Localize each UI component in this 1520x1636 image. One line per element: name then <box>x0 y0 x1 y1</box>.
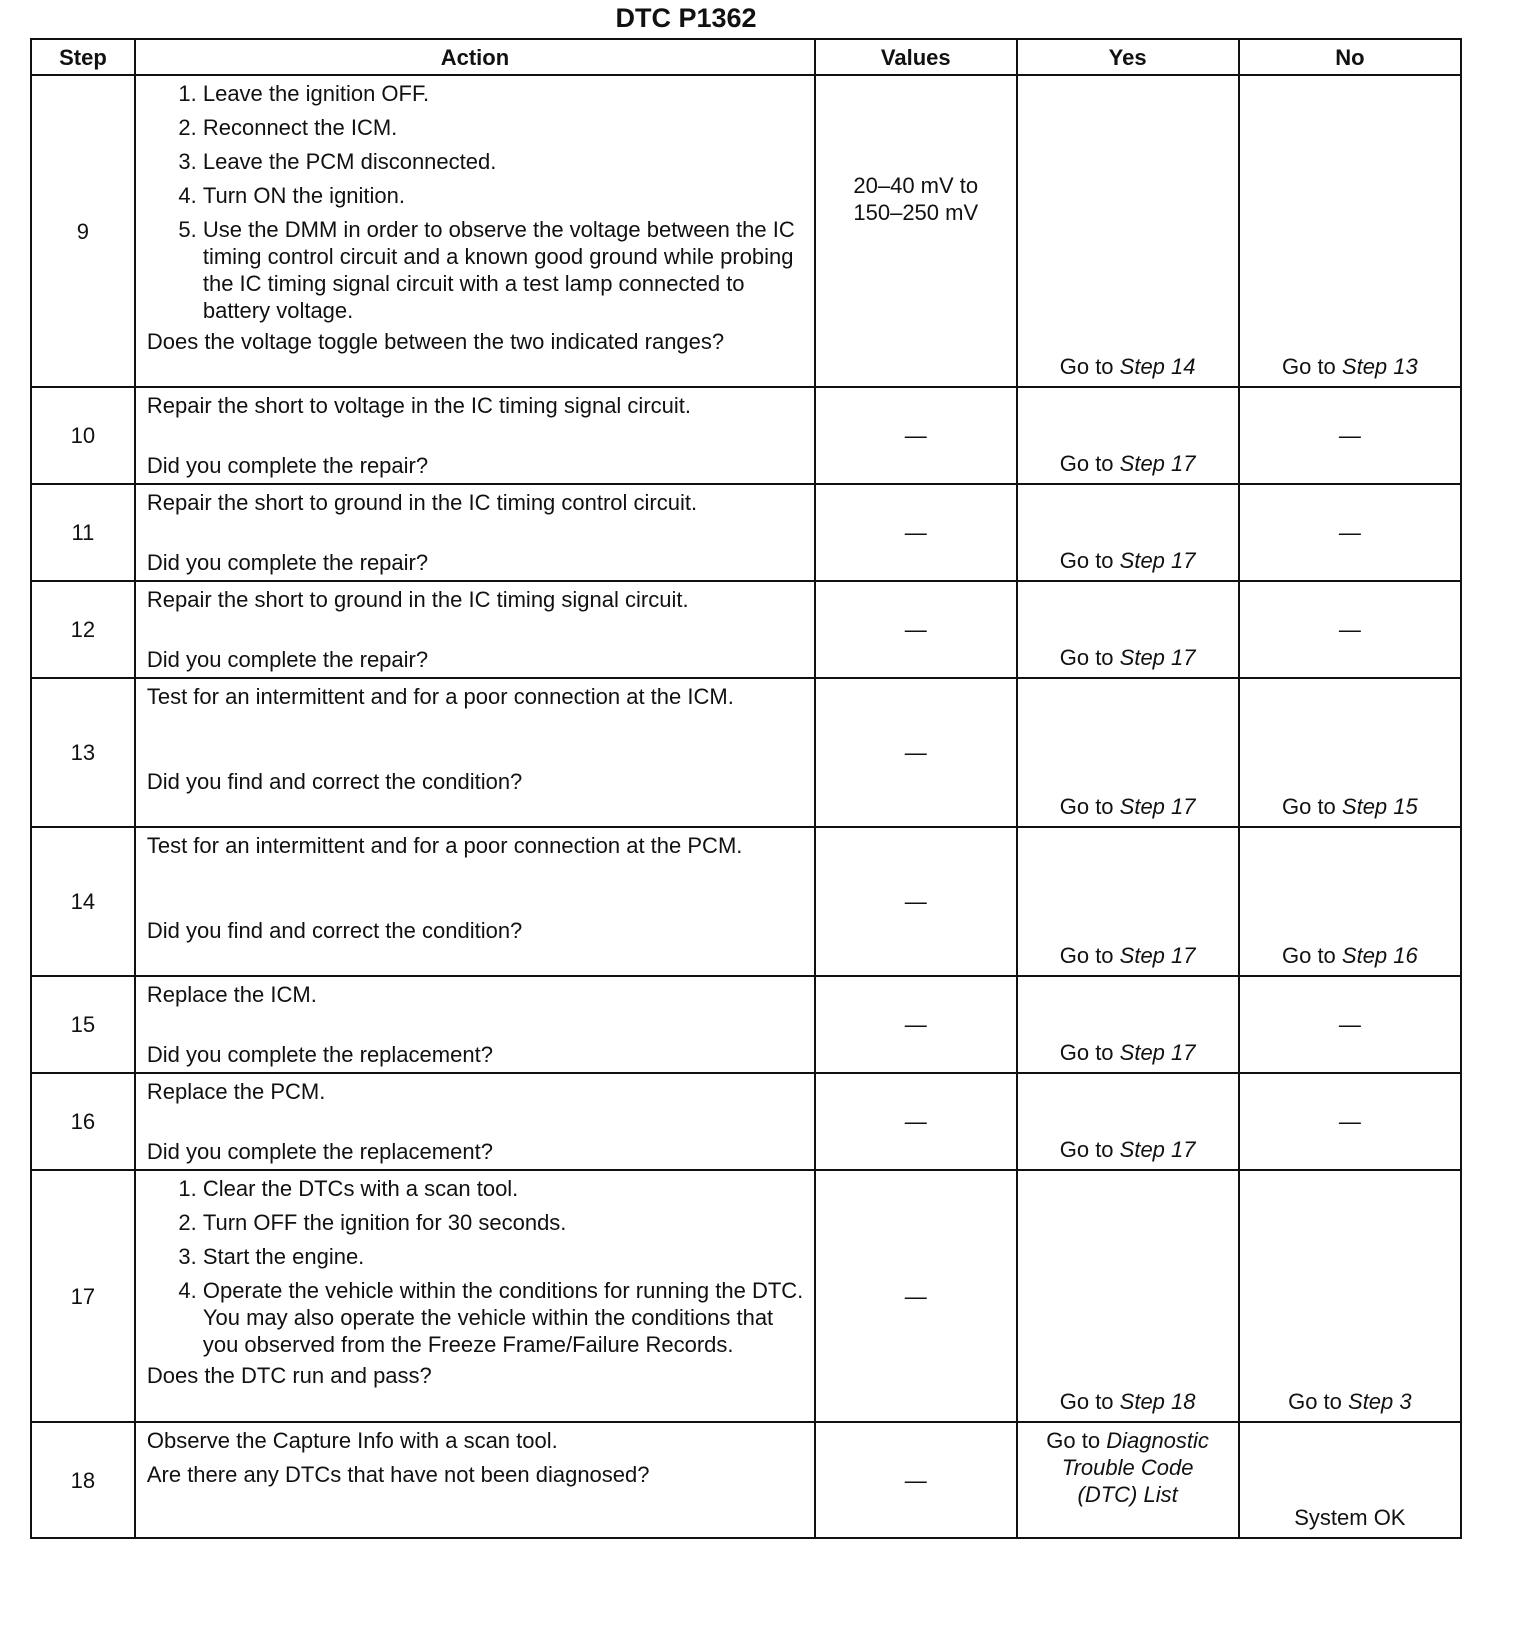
yes-target: Step 18 <box>1119 1389 1196 1414</box>
step-number: 16 <box>31 1073 135 1170</box>
list-item: 4. Turn ON the ignition. <box>203 182 804 209</box>
action-cell <box>135 1073 815 1170</box>
yes-cell <box>1017 1073 1239 1170</box>
diagnostic-table <box>30 38 1462 1539</box>
list-item: 2. Reconnect the ICM. <box>203 114 804 141</box>
action-cell <box>135 678 815 827</box>
header-no: No <box>1239 39 1461 75</box>
no-cell: — <box>1239 387 1461 484</box>
action-cell <box>135 1170 815 1422</box>
yes-target: Step 17 <box>1119 548 1196 573</box>
list-item: 2. Turn OFF the ignition for 30 seconds. <box>203 1209 804 1236</box>
step-number: 12 <box>31 581 135 678</box>
step-number: 10 <box>31 387 135 484</box>
no-cell: — <box>1239 1073 1461 1170</box>
yes-prefix: Go to <box>1059 354 1120 379</box>
no-cell <box>1239 827 1461 976</box>
table-row <box>31 1170 1461 1422</box>
list-item: 4. Operate the vehicle within the conditions for running the DTC. You may also operate the vehicle within the conditions that you observed from the Freeze Frame/Failure Records. <box>203 1277 804 1358</box>
no-target: Step 3 <box>1348 1389 1412 1414</box>
yes-cell <box>1017 976 1239 1073</box>
step-number: 14 <box>31 827 135 976</box>
no-cell: System OK <box>1239 1422 1461 1538</box>
action-instruction: Repair the short to ground in the IC timing signal circuit. <box>146 587 689 612</box>
table-row <box>31 387 1461 484</box>
action-question: Did you complete the repair? <box>146 453 429 478</box>
yes-cell <box>1017 827 1239 976</box>
yes-cell <box>1017 484 1239 581</box>
step-number: 13 <box>31 678 135 827</box>
yes-target: Step 17 <box>1119 943 1196 968</box>
yes-target: Step 17 <box>1119 1137 1196 1162</box>
yes-prefix: Go to <box>1059 794 1120 819</box>
step-number: 17 <box>31 1170 135 1422</box>
action-instruction: Repair the short to voltage in the IC timing signal circuit. <box>146 393 691 418</box>
table-row <box>31 581 1461 678</box>
list-item: 1. Clear the DTCs with a scan tool. <box>203 1175 804 1202</box>
page-title: DTC P1362 <box>615 3 757 33</box>
action-question: Did you complete the replacement? <box>146 1139 493 1164</box>
value-cell: — <box>815 581 1016 678</box>
yes-target: Step 17 <box>1119 645 1196 670</box>
value-text: 20–40 mV to 150–250 mV <box>853 173 979 225</box>
no-cell: — <box>1239 484 1461 581</box>
no-target: Step 13 <box>1341 354 1418 379</box>
no-cell: — <box>1239 976 1461 1073</box>
header-row <box>31 39 1461 75</box>
yes-cell <box>1017 1170 1239 1422</box>
action-cell <box>135 581 815 678</box>
table-row <box>31 976 1461 1073</box>
no-prefix: Go to <box>1281 354 1342 379</box>
yes-cell <box>1017 1422 1239 1538</box>
step-number: 11 <box>31 484 135 581</box>
step-number: 15 <box>31 976 135 1073</box>
yes-prefix: Go to <box>1046 1428 1107 1453</box>
no-cell <box>1239 75 1461 387</box>
action-question: Did you find and correct the condition? <box>146 769 523 794</box>
header-action: Action <box>135 39 815 75</box>
action-instruction: Test for an intermittent and for a poor connection at the ICM. <box>146 684 734 709</box>
action-question: Did you complete the repair? <box>146 647 429 672</box>
yes-cell <box>1017 581 1239 678</box>
yes-target: Step 14 <box>1119 354 1196 379</box>
value-cell: — <box>815 387 1016 484</box>
no-prefix: Go to <box>1281 943 1342 968</box>
value-cell: — <box>815 678 1016 827</box>
action-question: Does the DTC run and pass? <box>146 1363 432 1388</box>
yes-prefix: Go to <box>1059 548 1120 573</box>
table-row <box>31 827 1461 976</box>
yes-cell <box>1017 75 1239 387</box>
no-cell <box>1239 678 1461 827</box>
no-cell: — <box>1239 581 1461 678</box>
action-cell <box>135 1422 815 1538</box>
no-cell <box>1239 1170 1461 1422</box>
list-item: 1. Leave the ignition OFF. <box>203 80 804 107</box>
list-item: 5. Use the DMM in order to observe the voltage between the IC timing control circuit and a known good ground while probing the IC timing signal circuit with a test lamp connected to battery voltage. <box>203 216 804 324</box>
no-target: Step 15 <box>1341 794 1418 819</box>
no-prefix: Go to <box>1281 794 1342 819</box>
yes-prefix: Go to <box>1059 943 1120 968</box>
table-row <box>31 1073 1461 1170</box>
no-target: Step 16 <box>1341 943 1418 968</box>
value-cell <box>815 75 1016 387</box>
action-question: Does the voltage toggle between the two indicated ranges? <box>146 329 725 354</box>
yes-prefix: Go to <box>1059 451 1120 476</box>
value-cell: — <box>815 1170 1016 1422</box>
action-cell <box>135 75 815 387</box>
action-cell <box>135 827 815 976</box>
yes-prefix: Go to <box>1059 1040 1120 1065</box>
yes-prefix: Go to <box>1059 1137 1120 1162</box>
action-cell <box>135 976 815 1073</box>
yes-cell <box>1017 678 1239 827</box>
list-item: 3. Leave the PCM disconnected. <box>203 148 804 175</box>
header-yes: Yes <box>1017 39 1239 75</box>
yes-target: Step 17 <box>1119 1040 1196 1065</box>
step-number: 18 <box>31 1422 135 1538</box>
yes-target: Step 17 <box>1119 451 1196 476</box>
step-number: 9 <box>31 75 135 387</box>
yes-prefix: Go to <box>1059 645 1120 670</box>
yes-target: Diagnostic Trouble Code (DTC) List <box>1061 1428 1209 1507</box>
yes-prefix: Go to <box>1059 1389 1120 1414</box>
table-row <box>31 75 1461 387</box>
value-cell: — <box>815 976 1016 1073</box>
action-question: Did you complete the repair? <box>146 550 429 575</box>
action-cell <box>135 387 815 484</box>
action-instruction: Replace the ICM. <box>146 982 317 1007</box>
no-prefix: Go to <box>1288 1389 1349 1414</box>
action-list <box>147 80 804 324</box>
action-instruction: Replace the PCM. <box>146 1079 326 1104</box>
table-row <box>31 1422 1461 1538</box>
header-values: Values <box>815 39 1016 75</box>
header-step: Step <box>31 39 135 75</box>
action-question: Did you find and correct the condition? <box>146 918 523 943</box>
action-cell <box>135 484 815 581</box>
action-instruction: Test for an intermittent and for a poor connection at the PCM. <box>146 833 743 858</box>
value-cell: — <box>815 827 1016 976</box>
value-cell: — <box>815 1422 1016 1538</box>
table-row <box>31 484 1461 581</box>
value-cell: — <box>815 1073 1016 1170</box>
action-instruction: Repair the short to ground in the IC timing control circuit. <box>146 490 698 515</box>
value-cell: — <box>815 484 1016 581</box>
action-question: Are there any DTCs that have not been diagnosed? <box>146 1462 650 1487</box>
table-row <box>31 678 1461 827</box>
action-question: Did you complete the replacement? <box>146 1042 493 1067</box>
yes-cell <box>1017 387 1239 484</box>
yes-target: Step 17 <box>1119 794 1196 819</box>
list-item: 3. Start the engine. <box>203 1243 804 1270</box>
action-list <box>147 1175 804 1358</box>
action-instruction: Observe the Capture Info with a scan tool. <box>146 1428 558 1453</box>
